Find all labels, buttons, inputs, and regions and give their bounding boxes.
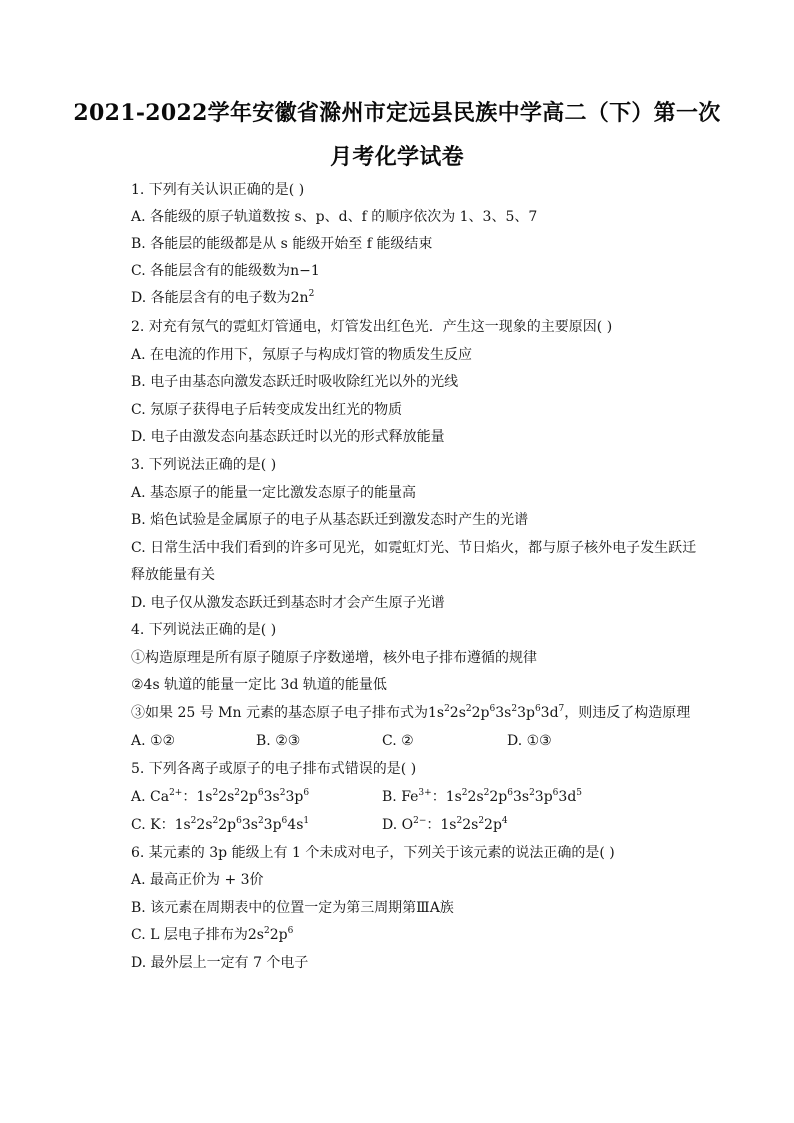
question-1-option-b: B. 各能层的能级都是从 s 能级开始至 f 能级结束 [131,236,433,252]
question-4-statement-3: ③如果 25 号 Mn 元素的基态原子电子排布式为$1s^22s^22p^63s^23p^63d^7$，则违反了构造原理 [131,704,691,721]
exam-title-line-2: 月考化学试卷 [330,144,464,170]
question-3-option-c-continued: 释放能量有关 [131,567,215,583]
question-5-option-a: A. $Ca^{2+}$：$1s^22s^22p^63s^23p^6$ [131,788,310,805]
question-3-option-d: D. 电子仅从激发态跃迁到基态时才会产生原子光谱 [131,595,445,611]
question-3-option-b: B. 焰色试验是金属原子的电子从基态跃迁到激发态时产生的光谱 [131,512,529,528]
question-3-option-c: C. 日常生活中我们看到的许多可见光，如霓虹灯光、节日焰火，都与原子核外电子发生跃迁 [131,540,697,556]
question-2-option-b: B. 电子由基态向激发态跃迁时吸收除红光以外的光线 [131,374,459,390]
question-1-stem: 1. 下列有关认识正确的是( ) [131,182,305,198]
question-3-stem: 3. 下列说法正确的是( ) [131,457,277,473]
question-1-option-a: A. 各能级的原子轨道数按 s、p、d、f 的顺序依次为 1、3、5、7 [131,209,538,225]
question-6-option-a: A. 最高正价为 + 3价 [131,872,264,888]
question-6-stem: 6. 某元素的 3p 能级上有 1 个未成对电子，下列关于该元素的说法正确的是( ) [131,845,615,861]
question-3-option-a: A. 基态原子的能量一定比激发态原子的能量高 [131,485,417,501]
question-2-stem: 2. 对充有氖气的霓虹灯管通电，灯管发出红色光．产生这一现象的主要原因( ) [131,319,613,335]
question-5-option-b: B. $Fe^{3+}$：$1s^22s^22p^63s^23p^63d^5$ [382,788,583,805]
question-4-option-d: D. ①③ [507,733,552,749]
question-4-option-a: A. ①② [131,733,176,749]
question-2-option-a: A. 在电流的作用下，氖原子与构成灯管的物质发生反应 [131,347,473,363]
question-4-stem: 4. 下列说法正确的是( ) [131,622,277,638]
question-6-option-c: C. L 层电子排布为$2s^22p^6$ [131,926,294,943]
question-5-option-d: D. $O^{2-}$：$1s^22s^22p^4$ [382,816,508,833]
question-4-statement-2: ②4s 轨道的能量一定比 3d 轨道的能量低 [131,677,387,693]
question-4-statement-1: ①构造原理是所有原子随原子序数递增，核外电子排布遵循的规律 [131,650,537,666]
question-1-option-d: D. 各能层含有的电子数为$2n^2$ [131,289,315,306]
question-5-stem: 5. 下列各离子或原子的电子排布式错误的是( ) [131,761,417,777]
question-4-option-b: B. ②③ [256,733,301,749]
exam-title-line-1: 2021-2022学年安徽省滁州市定远县民族中学高二（下）第一次 [73,100,721,126]
question-1-option-c: C. 各能层含有的能级数为n−1 [131,263,320,279]
question-6-option-d: D. 最外层上一定有 7 个电子 [131,955,309,971]
question-6-option-b: B. 该元素在周期表中的位置一定为第三周期第ⅢA族 [131,900,454,916]
question-4-option-c: C. ② [382,733,414,749]
question-2-option-c: C. 氖原子获得电子后转变成发出红光的物质 [131,402,403,418]
question-5-option-c: C. K：$1s^22s^22p^63s^23p^64s^1$ [131,816,310,833]
question-2-option-d: D. 电子由激发态向基态跃迁时以光的形式释放能量 [131,429,445,445]
